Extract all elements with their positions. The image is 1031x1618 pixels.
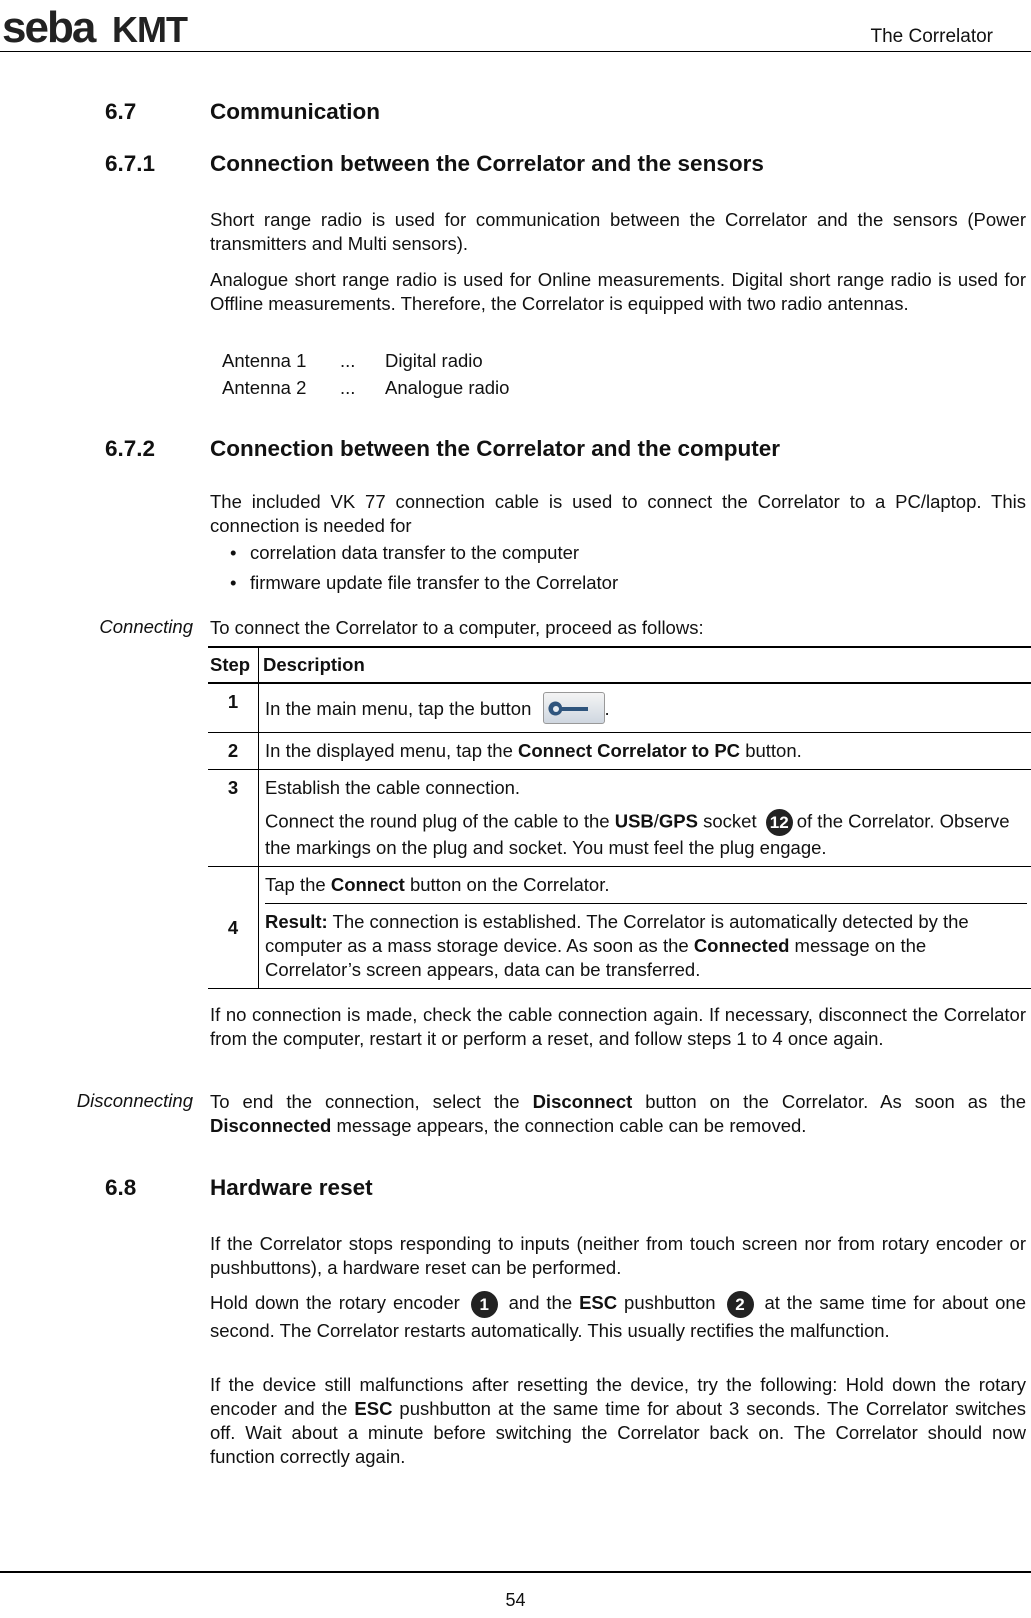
step-description: In the displayed menu, tap the Connect Correlator to PC button. — [259, 733, 1031, 770]
steps-table — [208, 646, 1031, 989]
wrench-icon — [544, 693, 604, 723]
step-description: Tap the Connect button on the Correlator. Result: The connection is established. The Correlator is automatically detected by the computer as a mass storage device. As soon as the Connected message on the Correlator’s screen appears, data can be transferred. — [259, 867, 1031, 989]
paragraph-reset-fallback: If the device still malfunctions after resetting the device, try the following: Hold down the rotary encoder and the ESC pushbutton at the same time for about 3 seconds. The Correlator switches off. Wait about a minute before switching the Correlator back on. The Correlator should now function correctly again. — [210, 1374, 1027, 1467]
bullet-icon: • — [230, 572, 237, 593]
margin-label-disconnecting: Disconnecting — [76, 1090, 193, 1111]
section-6-7-2-title: Connection between the Correlator and the computer — [210, 436, 781, 461]
callout-badge-1: 1 — [471, 1291, 498, 1318]
section-6-7-1-number: 6.7.1 — [105, 151, 156, 176]
paragraph-short-range-radio: Short range radio is used for communication between the Correlator and the sensors (Power transmitters and Multi sensors). — [210, 209, 1026, 254]
paragraph-analogue-digital: Analogue short range radio is used for Online measurements. Digital short range radio is used for Offline measurements. Therefore, the Correlator is equipped with two radio antennas. — [210, 269, 1026, 314]
list-item: • firmware update file transfer to the Correlator — [230, 572, 619, 593]
antenna-row: Antenna 1 ... Digital radio — [222, 350, 483, 371]
page-number: 54 — [505, 1590, 526, 1610]
list-item: • correlation data transfer to the computer — [230, 542, 580, 563]
settings-wrench-button — [543, 692, 605, 724]
paragraph-disconnecting: To end the connection, select the Disconnect button on the Correlator. As soon as the Disconnected message appears, the connection cable can be removed. — [210, 1091, 1027, 1136]
step-description: In the main menu, tap the button . — [259, 683, 1031, 733]
antenna-row: Antenna 2 ... Analogue radio — [222, 377, 510, 398]
footer-rule — [0, 1571, 1031, 1573]
paragraph-no-connection: If no connection is made, check the cable connection again. If necessary, disconnect the Correlator from the computer, restart it or perform a reset, and follow steps 1 to 4 once again. — [210, 1004, 1026, 1049]
callout-badge-12: 12 — [766, 809, 793, 836]
table-row — [208, 733, 1031, 770]
step-number: 4 — [208, 867, 259, 989]
column-header-step: Step — [208, 647, 259, 683]
header-section-title: The Correlator — [870, 26, 993, 47]
column-header-description: Description — [259, 647, 1031, 683]
bullet-icon: • — [230, 542, 237, 563]
section-6-7-2-number: 6.7.2 — [105, 436, 156, 461]
connecting-intro: To connect the Correlator to a computer, proceed as follows: — [210, 617, 704, 638]
margin-label-connecting: Connecting — [99, 616, 193, 637]
result-block: Result: The connection is established. The Correlator is automatically detected by the computer as a mass storage device. As soon as the Connected message on the Correlator’s screen appears, data can be transferred. — [265, 903, 1027, 982]
svg-text:seba: seba — [2, 8, 95, 48]
step-number: 2 — [208, 733, 259, 770]
section-6-8-number: 6.8 — [105, 1175, 137, 1200]
step-number: 3 — [208, 770, 259, 867]
section-6-7-1-title: Connection between the Correlator and the sensors — [210, 151, 764, 176]
step-number: 1 — [208, 683, 259, 733]
section-6-7-title: Communication — [210, 99, 381, 124]
section-6-8-title: Hardware reset — [210, 1175, 373, 1200]
section-6-7-number: 6.7 — [105, 99, 137, 124]
paragraph-vk77-cable: The included VK 77 connection cable is used to connect the Correlator to a PC/laptop. This connection is needed for — [210, 491, 1026, 536]
step-description: Establish the cable connection. Connect the round plug of the cable to the USB/GPS socket 12 of the Correlator. Observe the markings on the plug and socket. You must feel the plug engage. — [259, 770, 1031, 867]
header-rule — [0, 51, 1031, 52]
table-row — [208, 683, 1031, 733]
svg-text:KMT: KMT — [112, 9, 187, 48]
paragraph-reset-procedure: Hold down the rotary encoder 1 and the ESC pushbutton 2 at the same time for about one second. The Correlator restarts automatically. This usually rectifies the malfunction. — [210, 1292, 1027, 1341]
paragraph-reset-intro: If the Correlator stops responding to inputs (neither from touch screen nor from rotary encoder or pushbuttons), a hardware reset can be performed. — [210, 1233, 1026, 1278]
callout-badge-2: 2 — [727, 1291, 754, 1318]
table-row — [208, 770, 1031, 867]
sebakmt-logo — [2, 8, 224, 48]
table-row — [208, 867, 1031, 989]
